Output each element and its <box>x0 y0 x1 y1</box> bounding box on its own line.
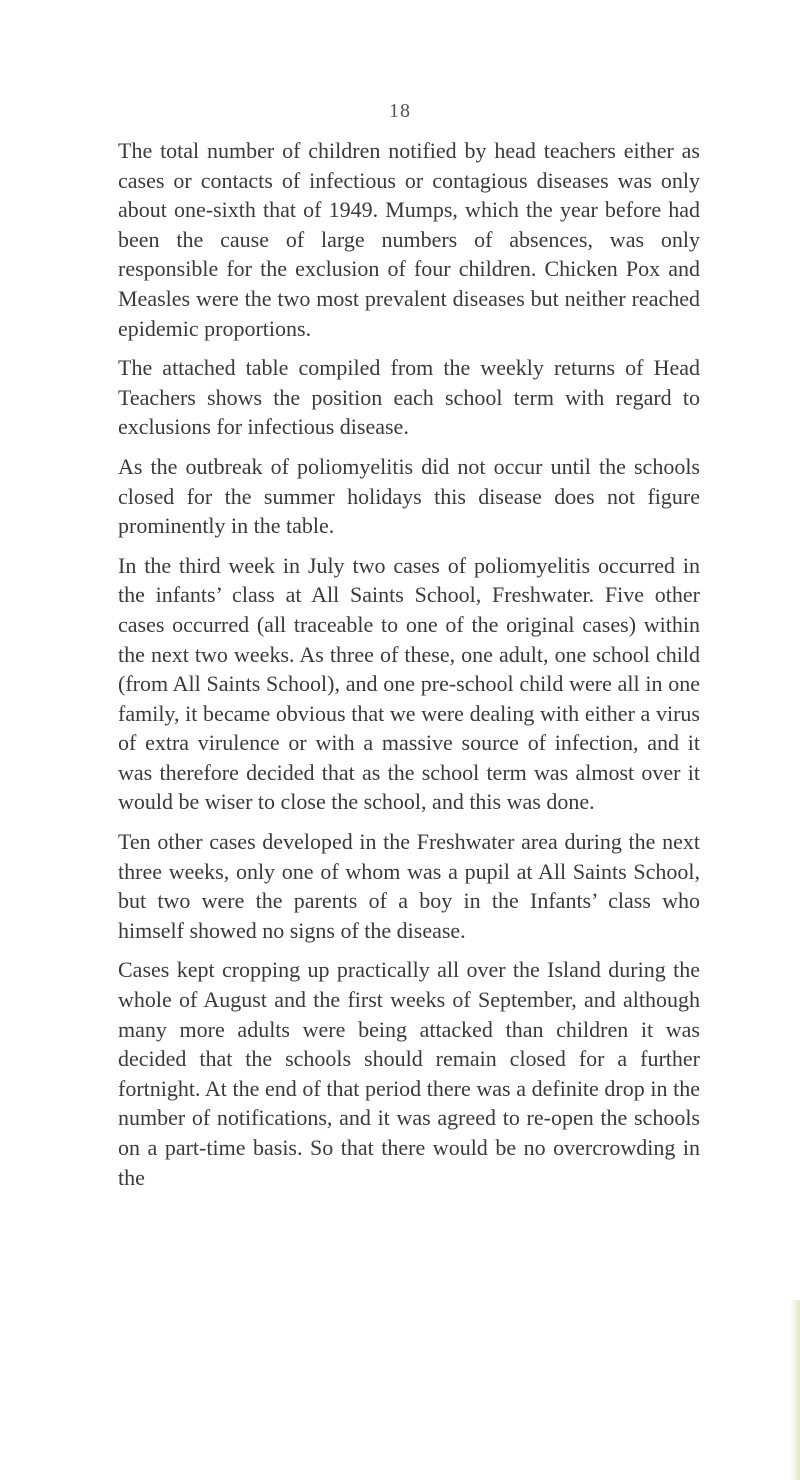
page-edge-shading <box>790 1300 800 1480</box>
paragraph-freshwater-cases: Ten other cases developed in the Freshwater area during the next three weeks, only one of whom was a pupil at All Saints School, but two were the parents of a boy in the Infants’ class who himself showed no signs of the disease. <box>118 829 700 943</box>
body-text <box>118 136 700 1202</box>
paragraph-infectious-summary: The total number of children notified by head teachers either as cases or contacts of infectious or contagious diseases was only about one-sixth that of 1949. Mumps, which the year before had been the cause of large numbers of absences, was only responsible for the exclusion of four children. Chicken Pox and Measles were the two most prevalent diseases but neither reached epidemic proportions. <box>118 138 700 341</box>
page-number: 18 <box>389 100 411 122</box>
paragraph-august-cases: Cases kept cropping up practically all over the Island during the whole of August and the first weeks of September, and although many more adults were being attacked than children it was decided that the schools should remain closed for a further fortnight. At the end of that period there was a definite drop in the number of notifications, and it was agreed to re-open the schools on a part-time basis. So that there would be no overcrowding in the <box>118 957 700 1190</box>
paragraph-attached-table: The attached table compiled from the weekly returns of Head Teachers shows the position each school term with regard to exclusions for infectious disease. <box>118 355 700 440</box>
paragraph-poliomyelitis-outbreak: As the outbreak of poliomyelitis did not occur until the schools closed for the summer holidays this disease does not figure prominently in the table. <box>118 453 700 539</box>
paragraph-july-cases: In the third week in July two cases of poliomyelitis occurred in the infants’ class at All Saints School, Freshwater. Five other cases occurred (all traceable to one of the original cases) within the next two weeks. As three of these, one adult, one school child (from All Saints School), and one pre-school child were all in one family, it became obvious that we were dealing with either a virus of extra virulence or with a massive source of infection, and it was therefore decided that as the school term was almost over it would be wiser to close the school, and this was done. <box>118 552 700 815</box>
